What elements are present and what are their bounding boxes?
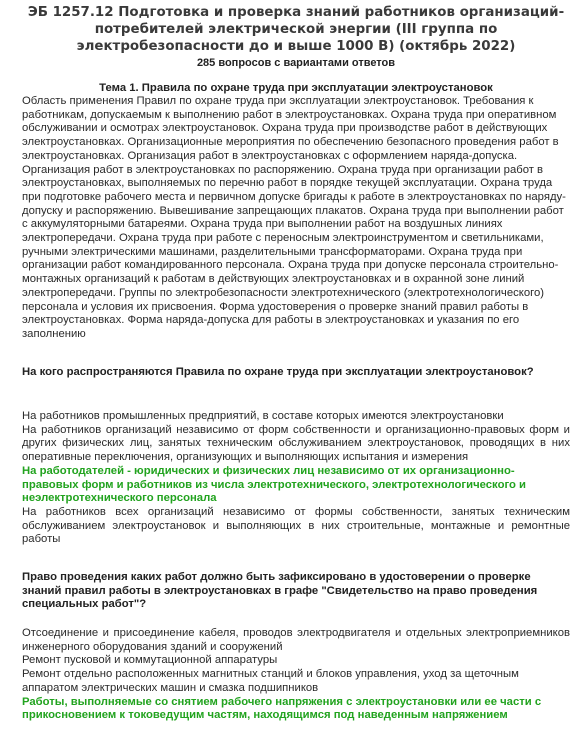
question-2-answers — [22, 627, 570, 723]
answer-option: На работников всех организаций независимо от формы собственности, занятых техническим обслуживанием электроустановок и выполняющих в них строительные, монтажные и ремонтные работы — [22, 505, 570, 546]
correct-answer-option: На работодателей - юридических и физических лиц независимо от их организационно-правовых форм и работников из числа электротехнического, электротехнологического и неэлектротехнического персонала — [22, 464, 527, 505]
answer-option: Ремонт пусковой и коммутационной аппаратуры — [22, 654, 278, 667]
topic-title: Тема 1. Правила по охране труда при эксплуатации электроустановок — [99, 82, 493, 94]
question-1-answers — [22, 410, 570, 547]
document-subtitle: 285 вопросов с вариантами ответов — [196, 57, 396, 69]
question-1: На кого распространяются Правила по охране труда при эксплуатации электроустановок? — [22, 366, 534, 378]
correct-answer-option: Работы, выполняемые со снятием рабочего напряжения с электроустановки или ее части с прикосновением к токоведущим частям, находящимся под наведенным напряжением — [22, 695, 542, 722]
answer-option: На работников промышленных предприятий, в составе которых имеются электроустановки — [22, 410, 504, 422]
document-title: ЭБ 1257.12 Подготовка и проверка знаний работников организаций-потребителей электрической энергии (III группа по электробезопасности до и выше 1000 В) (октябрь 2022) — [27, 5, 565, 54]
answer-option: Ремонт отдельно расположенных магнитных станций и блоков управления, уход за щеточным аппаратом электрических машин и смазка подшипников — [22, 668, 519, 694]
answer-option: На работников организаций независимо от форм собственности и организационно-правовых форм и других физических лиц, занятых техническим обслуживанием электроустановок, проводящих в них оперативные переключения, организующих и выполняющих испытания и измерения — [22, 423, 570, 464]
question-2: Право проведения каких работ должно быть зафиксировано в удостоверении о проверке знаний правил работы в электроустановках в графе "Свидетельство на право проведения специальных работ"? — [22, 571, 538, 611]
answer-option: Отсоединение и присоединение кабеля, проводов электродвигателя и отдельных электроприемников инженерного оборудования зданий и сооружений — [22, 627, 570, 653]
topic-description: Область применения Правил по охране труда при эксплуатации электроустановок. Требования к работникам, допускаемым к выполнению работ в электроустановках. Охрана труда при оперативном обслуживании и осмотрах электроустановок. Охрана труда при производстве работ в действующих электроустановках. Организационные мероприятия по обеспечению безопасного проведения работ в электроустановках. Организация работ в электроустановках с оформлением наряда-допуска. Организация работ в электроустановках по распоряжению. Охрана труда при организации работ в электроустановках, выполняемых по перечню работ в порядке текущей эксплуатации. Охрана труда при подготовке рабочего места и первичном допуске бригады к работе в электроустановках по наряду-допуску и распоряжению. Вывешивание запрещающих плакатов. Охрана труда при выполнении работ с аккумуляторными батареями. Охрана труда при выполнении работ на воздушных линиях электропередачи. Охрана труда при работе с переносным электроинструментом и светильниками, ручными электрическими машинами, разделительными трансформаторами. Охрана труда при организации работ командированного персонала. Охрана труда при допуске персонала строительно-монтажных организаций к работам в действующих электроустановках и в охранной зоне линий электропередачи. Группы по электробезопасности электротехнического (электротехнологического) персонала и условия их присвоения. Форма удостоверения о проверке знаний правил работы в электроустановках. Форма наряда-допуска для работы в электроустановках и указания по его заполнению — [22, 95, 566, 340]
